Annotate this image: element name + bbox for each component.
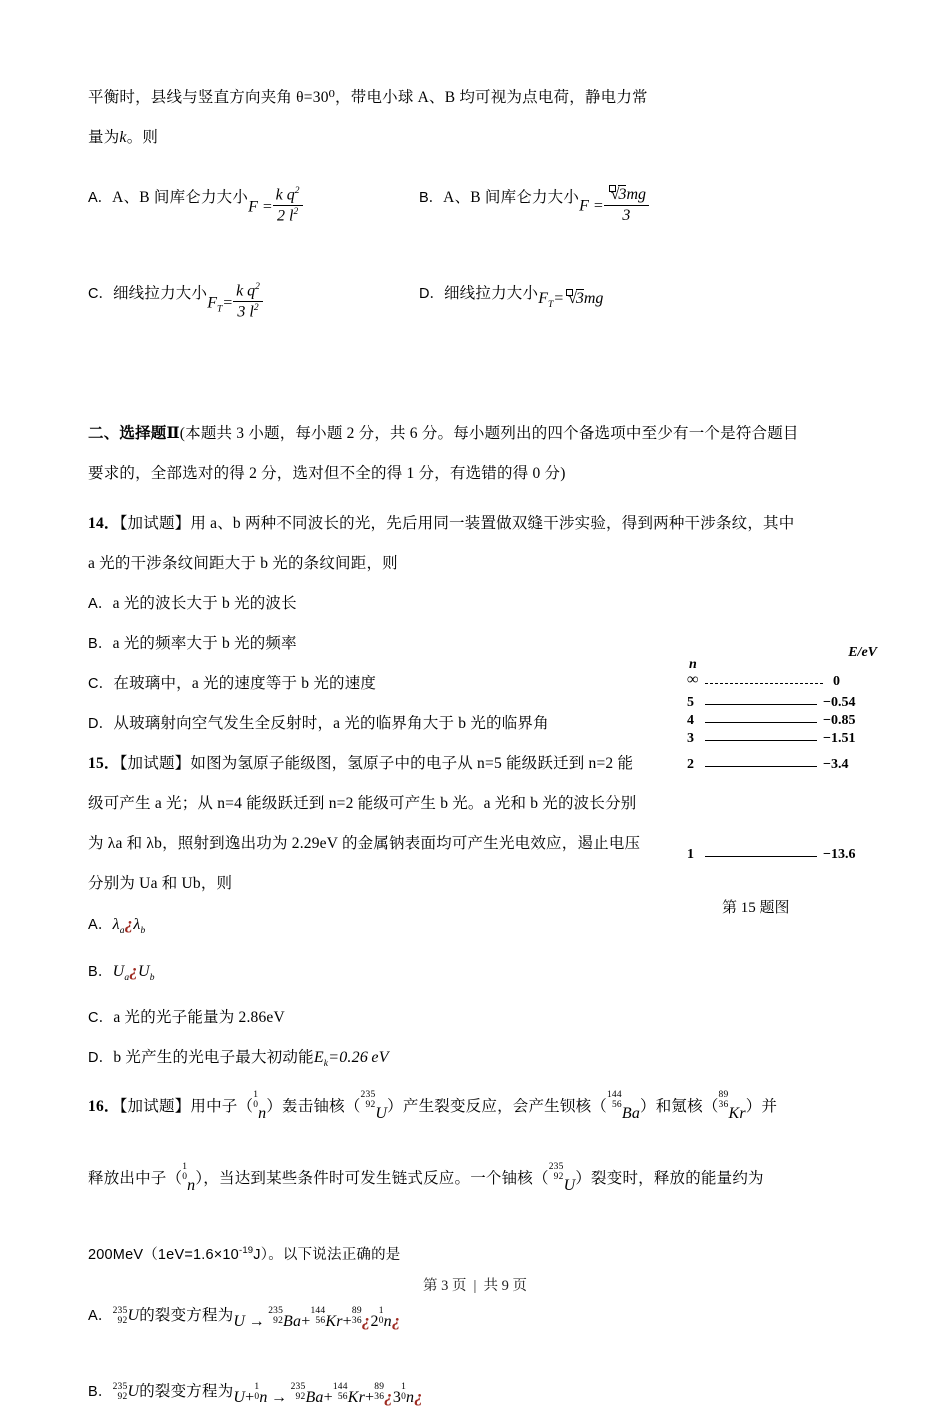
mass-number: 89 [374,1382,385,1393]
element-symbol: Kr [728,1104,746,1122]
section2-desc-line2: 要求的，全部选对的得 2 分，选对但不全的得 1 分，有选错的得 0 分) [88,465,566,482]
q13-option-c-text: 细线拉力大小 [112,285,208,302]
formula-equals: = [222,294,234,311]
radical-index-box [609,185,616,192]
broken-glyph-1: ¿ [361,1311,371,1331]
expr-lhs-sub: a [119,926,125,937]
q16-option-a-label: A． [88,1308,113,1325]
q13-option-b-formula [579,187,649,227]
q16-tag: 【加试题】 [119,1097,191,1115]
element-symbol: n [383,1313,392,1331]
formula-after: mg [583,290,604,307]
page-content [88,78,863,1418]
nuclide-uranium-2 [549,1159,576,1199]
broken-glyph-2: ¿ [391,1311,401,1331]
q15-option-d-label: D． [88,1050,114,1067]
nuclide-numbers [291,1383,306,1402]
reaction-arrow: → [248,1313,265,1331]
nuclide-numbers [719,1091,729,1111]
eq-term-kr [333,1378,365,1418]
q15-option-a-expr [112,914,146,937]
num-exponent: 2 [294,185,300,196]
nuclide-uranium-optB [113,1372,140,1412]
q13-stem-line2-b: 。则 [126,129,159,146]
radicand: 3 [618,186,627,204]
q13-option-a-text: A、B 间库仑力大小 [112,189,249,206]
q13-option-d-formula [538,289,603,310]
mass-number: 144 [606,1090,622,1101]
energy-level-5 [683,696,883,710]
q16-text-p5: ）并 [745,1097,778,1115]
energy-value: 200MeV [88,1246,144,1263]
q13-option-d[interactable] [419,274,603,314]
q16-option-a-text: 的裂变方程为 [139,1307,234,1325]
mass-number: 89 [351,1306,362,1317]
page-footer [0,1274,950,1295]
mass-number: 235 [548,1162,564,1173]
eq-term-n [401,1378,414,1418]
element-symbol: U [127,1307,140,1325]
broken-glyph-1: ¿ [384,1387,393,1407]
num-text: k q [275,185,295,203]
expr-unit: eV [371,1049,389,1067]
q15-option-d[interactable] [88,1038,863,1084]
q16-text-p4: ）和氪核（ [640,1097,719,1115]
q15-stem-line3 [88,824,688,864]
expr-sub: k [323,1059,329,1070]
num-exponent: 2 [255,281,260,292]
q13-option-c-label: C． [88,286,113,302]
fraction-numerator [604,185,649,206]
q13-option-b[interactable] [419,178,649,227]
joule-unit: J [253,1246,261,1263]
q13-stem-text: 平衡时，县线与竖直方向夹角 θ=30⁰，带电小球 A、B 均可视为点电荷，静电力常 [88,89,648,106]
nuclide-numbers [361,1091,376,1111]
mass-number: 1 [253,1090,259,1101]
energy-level-4 [683,714,883,728]
level-line [705,740,817,741]
q16-text-p8: ）裂变时，释放的能量约为 [575,1169,764,1187]
level-energy: −3.4 [823,757,849,772]
energy-axis-label: E/eV [848,645,877,660]
radical-index-box [566,289,573,296]
fraction [604,185,649,225]
q13-option-a-formula [248,185,302,228]
section2-heading: 二、选择题Ⅱ [88,425,180,442]
q14-stem-text2: a 光的干涉条纹间距大于 b 光的条纹间距，则 [88,555,398,572]
fraction-denominator [273,206,303,225]
figure-caption-text: 第 15 题图 [722,900,790,916]
formula-lhs: F = [579,198,604,215]
q13-options-row-1 [88,178,863,270]
mass-number: 235 [360,1090,376,1101]
formula-symbol: F [207,294,217,311]
expr-lhs-symbol: λ [112,916,120,933]
footer-page-number: 第 3 页 [423,1278,467,1294]
level-n: 2 [687,757,694,772]
atomic-number: 92 [117,1315,128,1326]
element-symbol: n [187,1176,196,1194]
den-exponent: 2 [293,206,299,217]
atomic-number: 0 [401,1392,407,1403]
q13-option-d-label: D． [419,286,444,302]
element-symbol: U [375,1104,388,1122]
q15-option-c-text: a 光的光子能量为 2.86eV [113,1009,285,1027]
eq-lhs: U [233,1313,246,1331]
element-symbol: Kr [347,1389,366,1407]
atomic-number: 92 [553,1172,564,1183]
q15-stem-text4: 分别为 Ua 和 Ub，则 [88,875,233,892]
formula-subscript: T [216,304,223,315]
q14-option-b-label: B． [88,636,113,652]
atomic-number: 36 [718,1100,729,1111]
q16-option-b[interactable] [88,1372,863,1418]
q16-option-b-text: 的裂变方程为 [139,1383,234,1401]
mass-number: 235 [112,1306,128,1317]
mass-number: 1 [182,1162,188,1173]
atomic-number: 92 [295,1392,306,1403]
mass-number: 144 [310,1306,326,1317]
eq-term-ba [291,1378,324,1418]
neutron-coefficient: 3 [392,1389,402,1407]
q14-option-a-label: A． [88,596,113,612]
section2-heading-line [88,414,863,454]
element-symbol: Kr [325,1313,343,1331]
q13-options-row-2 [88,274,863,354]
q15-stem-line2 [88,784,688,824]
level-energy: −0.85 [823,713,856,728]
q16-stem-line2 [88,1159,863,1199]
atomic-number: 56 [315,1316,326,1327]
level-line [705,683,823,684]
level-energy: −0.54 [823,695,856,710]
q13-symbol-k: k [119,129,127,146]
nuclide-barium [607,1087,640,1127]
expr-value: =0.26 [328,1049,369,1067]
q15-stem-text1: 如图为氢原子能级图，氢原子中的电子从 n=5 能级跃迁到 n=2 能 [190,755,634,772]
atomic-number: 36 [374,1392,385,1403]
q16-option-b-label: B． [88,1384,113,1401]
q15-option-d-text: b 光产生的光电子最大初动能 [113,1049,314,1067]
mass-number: 1 [254,1382,260,1393]
formula-lhs: F = [248,198,273,215]
q15-stem-text3: 为 λa 和 λb，照射到逸出功为 2.29eV 的金属钠表面均可产生光电效应，遏止电压 [88,835,641,852]
q15-stem-line4 [88,864,688,904]
atomic-number: 0 [253,1100,259,1111]
formula-subscript: T [547,300,554,311]
mass-number: 235 [112,1382,128,1393]
energy-level-1 [683,848,883,862]
level-n: ∞ [687,671,699,688]
nuclide-numbers [268,1307,283,1326]
eq-term-89-36 [374,1378,384,1418]
nuclide-numbers [113,1307,128,1326]
q13-stem-line1 [88,78,863,118]
nuclide-numbers [113,1383,128,1402]
level-line [705,722,817,723]
element-symbol: n [258,1104,267,1122]
nuclide-uranium-optA [113,1296,140,1336]
q15-tag: 【加试题】 [119,755,191,772]
section2-desc-line1: (本题共 3 小题，每小题 2 分，共 6 分。每小题列出的四个备选项中至少有一个是符合题目 [179,425,799,442]
den-exponent: 2 [253,302,259,313]
q14-tag: 【加试题】 [119,515,191,532]
expr-lhs-sub: a [124,973,130,984]
nuclide-numbers [310,1307,325,1326]
expr-rhs-sub: b [140,926,146,937]
section2-desc-line2-wrap [88,454,863,494]
level-n: 4 [687,713,694,728]
level-n: 1 [687,847,694,862]
fraction [233,282,263,322]
q16-text-p3: ）产生裂变反应，会产生钡核（ [387,1097,607,1115]
q14-option-d-text: 从玻璃射向空气发生全反射时，a 光的临界角大于 b 光的临界角 [113,715,549,732]
atomic-number: 92 [117,1391,128,1402]
broken-relation-glyph: ¿ [124,914,134,933]
element-symbol: Ba [283,1313,302,1331]
expr-rhs-sub: b [149,973,155,984]
q13-stem-line2 [88,118,863,158]
atomic-number: 0 [378,1316,384,1327]
q14-option-d-label: D． [88,716,114,732]
nuclide-numbers [549,1163,564,1183]
den-text: 3 [622,207,631,225]
q14-option-b[interactable] [88,624,863,664]
atomic-number: 92 [273,1316,284,1327]
q13-option-a[interactable] [88,178,303,227]
q13-option-c[interactable] [88,274,263,323]
fraction-numerator [233,282,263,302]
q16-number: 16． [88,1097,120,1115]
q13-option-a-label: A． [88,190,113,206]
expr-lhs-symbol: U [112,963,125,981]
energy-level-2 [683,758,883,772]
den-text: 3 l [237,303,254,321]
eq-term-kr [310,1302,342,1342]
level-n: 5 [687,695,694,710]
level-n: 3 [687,731,694,746]
broken-relation-glyph: ¿ [129,961,138,981]
q13-option-d-text: 细线拉力大小 [443,285,539,302]
q14-stem-text1: 用 a、b 两种不同波长的光，先后用同一装置做双缝干涉实验，得到两种干涉条纹，其中 [190,515,795,532]
q14-option-b-text: a 光的频率大于 b 光的频率 [112,635,297,652]
radical-icon: √3 [610,186,627,204]
q14-number: 14． [88,515,120,532]
q15-stem-text2: 级可产生 a 光；从 n=4 能级跃迁到 n=2 能级可产生 b 光。a 光和 b 光的波长分别 [88,795,637,812]
q16-option-a[interactable] [88,1296,863,1342]
num-after: mg [626,186,647,204]
eq-lhs: U [233,1389,246,1407]
q16-stem-line1 [88,1087,863,1127]
fraction-denominator [233,302,263,321]
exponent: -19 [238,1244,254,1256]
q16-text-p6: 释放出中子（ [88,1169,183,1187]
expr-rhs-symbol: U [138,963,150,981]
element-symbol: U [563,1176,576,1194]
mass-number: 1 [378,1306,384,1317]
level-energy: −1.51 [823,731,856,746]
level-energy: 0 [833,674,840,689]
mass-number: 235 [290,1382,306,1393]
q16-option-b-equation: U+ 1 0 n → 235 92 Ba+ 144 56 Kr+ 89 36 ¿3 1 0 n¿ [233,1377,423,1418]
radicand: 3 [575,290,584,307]
q14-option-c-text: 在玻璃中，a 光的速度等于 b 光的速度 [113,675,377,692]
eq-lhs-neutron [254,1378,267,1418]
atomic-number: 92 [365,1100,376,1111]
q14-option-a-text: a 光的波长大于 b 光的波长 [112,595,297,612]
q16-text-p1: 用中子（ [190,1097,254,1115]
element-symbol: n [406,1389,415,1407]
expr-symbol: E [313,1049,324,1067]
q14-option-c-label: C． [88,676,114,692]
atomic-number: 0 [254,1392,260,1403]
reaction-arrow: → [270,1389,288,1407]
q16-text-p2: ）轰击铀核（ [266,1097,361,1115]
num-text: k q [236,281,256,299]
paren-open: （ [143,1246,158,1263]
q14-stem-line2 [88,544,863,584]
energy-level-3 [683,732,883,746]
q13-option-b-label: B． [419,190,444,206]
atomic-number: 0 [182,1172,188,1183]
level-line [705,856,817,857]
q15-option-b[interactable] [88,951,863,998]
eq-term-ba [268,1302,301,1342]
q15-figure-caption [722,896,790,917]
expr-rhs-symbol: λ [133,916,141,933]
q13-stem-line2-a: 量为 [88,129,120,146]
q15-number: 15． [88,755,120,772]
q14-stem-line1 [88,504,863,544]
formula-symbol: F [538,290,548,307]
nuclide-numbers [352,1307,362,1326]
q16-text-p7: ），当达到某些条件时可发生链式反应。一个铀核（ [195,1169,549,1187]
nuclide-numbers [374,1383,384,1402]
neutron-coefficient: 2 [370,1313,379,1331]
nuclide-krypton [719,1087,746,1127]
mass-number: 235 [268,1306,284,1317]
fraction [273,186,303,226]
q15-stem-line1 [88,744,688,784]
element-symbol: Ba [305,1389,324,1407]
nuclide-numbers [607,1091,622,1111]
mass-number: 1 [401,1382,407,1393]
q15-option-d-expr [313,1049,389,1070]
level-energy: −13.6 [823,847,856,862]
q15-option-c-label: C． [88,1010,114,1027]
eq-term-n [379,1302,392,1342]
q14-option-a[interactable] [88,584,863,624]
q15-option-b-expr [112,961,155,984]
mass-number: 89 [718,1090,729,1101]
nuclide-uranium [361,1087,388,1127]
q13-option-c-formula [207,281,263,324]
element-symbol: n [259,1389,268,1407]
formula-equals: = [553,290,565,307]
q13-option-b-text: A、B 间库仑力大小 [443,189,580,206]
radical-icon: √3 [568,290,584,307]
nuclide-neutron [253,1087,266,1127]
den-text: 2 l [277,207,294,225]
level-line [705,766,817,767]
fraction-denominator [604,206,649,225]
q16-stem-line3 [88,1231,863,1275]
ev-conversion: 1eV=1.6×10 [157,1246,239,1263]
level-line [705,704,817,705]
energy-level-infinity [683,671,883,689]
eq-term-89-36 [352,1302,362,1342]
nuclide-numbers [333,1383,348,1402]
fraction-numerator [273,186,303,206]
nuclide-neutron-2 [182,1159,195,1199]
q15-option-a-label: A． [88,917,113,933]
atomic-number: 56 [611,1100,622,1111]
paren-close: ）。以下说法正确的是 [260,1246,401,1263]
q15-option-c[interactable] [88,998,863,1038]
quantum-number-label: n [689,657,697,672]
footer-total-pages: 共 9 页 [483,1278,527,1294]
q15-option-b-label: B． [88,964,113,981]
mass-number: 144 [332,1382,348,1393]
footer-separator: | [473,1278,477,1294]
q16-option-a-equation: U → 235 92 Ba+ 144 56 Kr+ 89 36 ¿2 1 0 n¿ [233,1301,400,1342]
atomic-number: 56 [337,1392,348,1403]
element-symbol: U [127,1383,140,1401]
broken-glyph-2: ¿ [414,1387,423,1407]
element-symbol: Ba [621,1104,641,1122]
atomic-number: 36 [351,1316,362,1327]
